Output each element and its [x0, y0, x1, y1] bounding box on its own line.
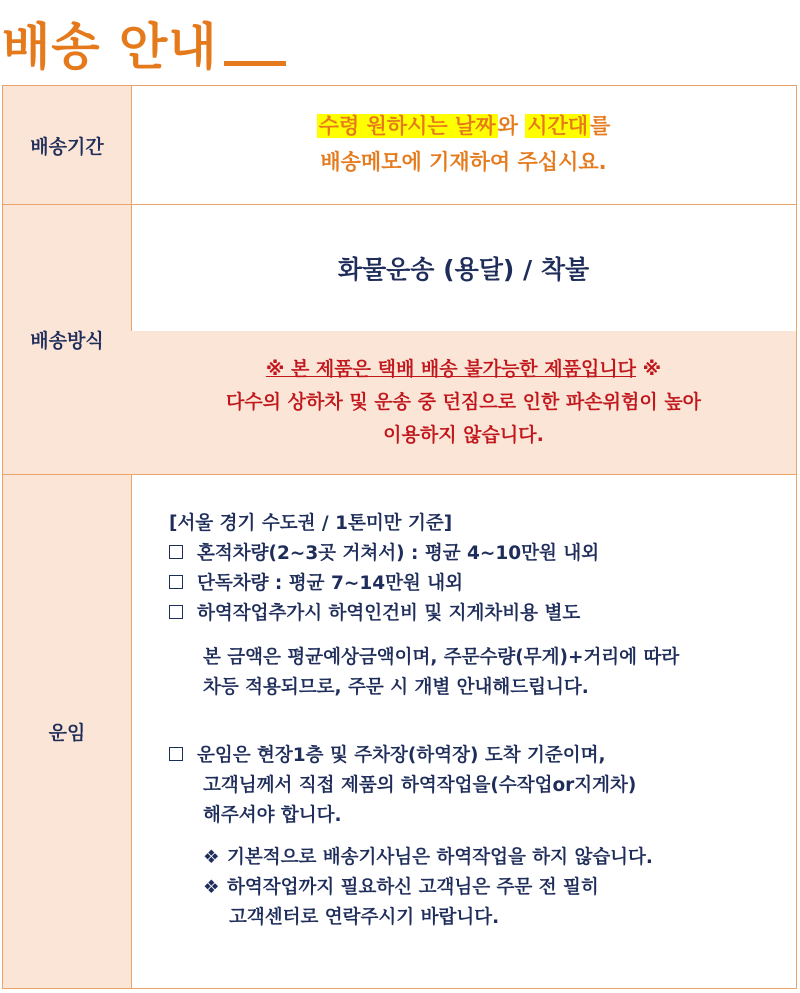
highlight-time: 시간대: [527, 114, 589, 138]
shipping-info-table: [2, 85, 797, 989]
method-warning: [131, 331, 796, 474]
period-connector: 와: [497, 114, 526, 138]
content-delivery-period: [131, 86, 796, 204]
diamond-bullet-icon: ❖: [203, 877, 220, 898]
list-item: [169, 741, 786, 771]
diamond-bullet-icon: ❖: [203, 847, 220, 868]
content-delivery-method: [131, 205, 796, 474]
row-shipping-fee: [3, 475, 796, 988]
fee-bullet-2: 하역작업까지 필요하신 고객님은 주문 전 필히: [227, 877, 599, 898]
list-item: [169, 569, 786, 599]
period-text: [131, 86, 796, 180]
checkbox-icon: [169, 575, 183, 589]
list-item: [169, 599, 786, 629]
fee-bullet-1: 기본적으로 배송기사님은 하역작업을 하지 않습니다.: [227, 847, 653, 868]
fee-item-4-line3: 해주셔야 합니다.: [203, 805, 342, 826]
label-delivery-method: 배송방식: [3, 205, 132, 474]
list-item: [169, 843, 786, 873]
fee-item-3: 하역작업추가시 하역인건비 및 지게차비용 별도: [197, 603, 581, 624]
fee-note-line1: 본 금액은 평균예상금액이며, 주문수량(무게)+거리에 따라: [203, 647, 680, 668]
warning-underlined: ※ 본 제품은 택배 배송 불가능한 제품입니다: [265, 358, 637, 380]
list-item: [169, 539, 786, 569]
period-line2: 배송메모에 기재하여 주십시요.: [320, 150, 607, 174]
title-underline: [224, 61, 286, 66]
fee-item-4-line2: 고객님께서 직접 제품의 하역작업을(수작업or지게차): [203, 775, 637, 796]
fee-item-4: 운임은 현장1층 및 주차장(하역장) 도착 기준이며,: [197, 745, 606, 766]
row-delivery-period: [3, 86, 796, 205]
label-shipping-fee: 운임: [3, 475, 132, 988]
content-shipping-fee: [131, 475, 796, 988]
page-header: [2, 0, 286, 76]
warning-line3: 이용하지 않습니다.: [383, 424, 544, 446]
page-title: 배송 안내: [2, 18, 218, 76]
period-suffix: 를: [590, 114, 611, 138]
fee-header: [서울 경기 수도권 / 1톤미만 기준]: [169, 513, 453, 534]
fee-item-2: 단독차량 : 평균 7~14만원 내외: [197, 573, 463, 594]
fee-item-1: 혼적차량(2~3곳 거쳐서) : 평균 4~10만원 내외: [197, 543, 600, 564]
row-delivery-method: [3, 205, 796, 475]
checkbox-icon: [169, 747, 183, 761]
warning-tail: ※: [636, 358, 662, 380]
warning-line2: 다수의 상하차 및 운송 중 던짐으로 인한 파손위험이 높아: [225, 391, 702, 413]
fee-bullet-2-line2: 고객센터로 연락주시기 바랍니다.: [229, 907, 500, 928]
highlight-date: 수령 원하시는 날짜: [318, 114, 496, 138]
fee-note-line2: 차등 적용되므로, 주문 시 개별 안내해드립니다.: [203, 677, 589, 698]
list-item: [169, 873, 786, 903]
fee-details: [169, 509, 786, 933]
checkbox-icon: [169, 605, 183, 619]
method-main: 화물운송 (용달) / 착불: [131, 205, 796, 332]
label-delivery-period: 배송기간: [3, 86, 132, 204]
checkbox-icon: [169, 545, 183, 559]
